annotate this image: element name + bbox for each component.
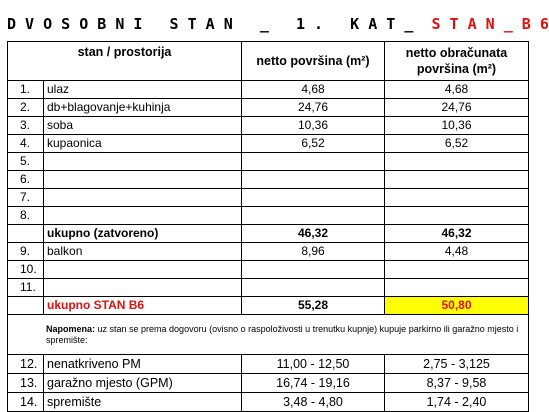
closed-total-label: ukupno (zatvoreno) [44,225,242,243]
total-net-area: 55,28 [242,297,385,315]
row-net-area: 6,52 [242,135,385,153]
table-row [8,355,529,374]
row-number: 3. [8,117,44,135]
row-label [44,189,242,207]
row-number: 9. [8,243,44,261]
row-net-area: 10,36 [242,117,385,135]
row-number: 2. [8,99,44,117]
row-number: 13. [8,374,44,393]
row-net-billable [385,279,529,297]
table-row [8,81,529,99]
row-net-billable: 4,48 [385,243,529,261]
row-net-billable: 4,68 [385,81,529,99]
closed-total-row [8,225,529,243]
row-label [44,153,242,171]
row-label: balkon [44,243,242,261]
header-room: stan / prostorija [8,42,242,81]
table-row [8,279,529,297]
row-net-area [242,171,385,189]
header-net-area: netto površina (m²) [242,42,385,81]
note-row [8,315,529,355]
row-net-area [242,207,385,225]
closed-total-net-area: 46,32 [242,225,385,243]
row-number: 10. [8,261,44,279]
row-net-billable: 6,52 [385,135,529,153]
area-table [7,41,529,412]
row-net-billable [385,261,529,279]
table-row [8,243,529,261]
row-number: 1. [8,81,44,99]
row-number [8,297,44,315]
total-label: ukupno STAN B6 [44,297,242,315]
row-net-area [242,279,385,297]
row-number: 4. [8,135,44,153]
row-number: 8. [8,207,44,225]
row-label: spremište [44,393,242,412]
row-number: 12. [8,355,44,374]
row-label [44,261,242,279]
note-label: Napomena: [46,324,96,334]
row-net-area [242,189,385,207]
row-net-billable [385,153,529,171]
header-row [8,42,529,81]
row-net-billable [385,207,529,225]
row-number: 6. [8,171,44,189]
row-number: 14. [8,393,44,412]
note-text: uz stan se prema dogovoru (ovisno o raspoloživosti u trenutku kupnje) kupuje parkirno ili garažno mjesto i spremište: [46,324,519,345]
table-row [8,393,529,412]
row-label: kupaonica [44,135,242,153]
table-row [8,99,529,117]
row-net-billable: 2,75 - 3,125 [385,355,529,374]
table-row [8,135,529,153]
row-label [44,279,242,297]
total-row [8,297,529,315]
row-label [44,207,242,225]
row-label: db+blagovanje+kuhinja [44,99,242,117]
row-label: garažno mjesto (GPM) [44,374,242,393]
row-number: 5. [8,153,44,171]
table-row [8,261,529,279]
row-label: nenatkriveno PM [44,355,242,374]
row-net-area: 11,00 - 12,50 [242,355,385,374]
table-row [8,207,529,225]
row-net-billable [385,189,529,207]
table-row [8,189,529,207]
row-net-area [242,261,385,279]
table-row [8,171,529,189]
row-net-area: 16,74 - 19,16 [242,374,385,393]
page-title [7,15,549,37]
total-net-billable: 50,80 [385,297,529,315]
row-label [44,171,242,189]
table-row [8,117,529,135]
row-number: 7. [8,189,44,207]
row-number: 11. [8,279,44,297]
table-row [8,153,529,171]
row-number [8,225,44,243]
row-net-billable: 24,76 [385,99,529,117]
row-net-area: 24,76 [242,99,385,117]
closed-total-net-billable: 46,32 [385,225,529,243]
row-net-billable: 1,74 - 2,40 [385,393,529,412]
row-net-billable: 8,37 - 9,58 [385,374,529,393]
title-accent: S T A N _ B 6 [431,15,549,33]
header-net-billable: netto obračunata površina (m²) [385,42,529,81]
row-label: soba [44,117,242,135]
note-cell [8,315,529,355]
title-main: D V O S O B N I S T A N _ 1 . K A T _ [7,15,432,33]
row-label: ulaz [44,81,242,99]
row-net-billable: 10,36 [385,117,529,135]
row-net-area: 4,68 [242,81,385,99]
table-row [8,374,529,393]
row-net-area: 3,48 - 4,80 [242,393,385,412]
row-net-area: 8,96 [242,243,385,261]
row-net-billable [385,171,529,189]
row-net-area [242,153,385,171]
